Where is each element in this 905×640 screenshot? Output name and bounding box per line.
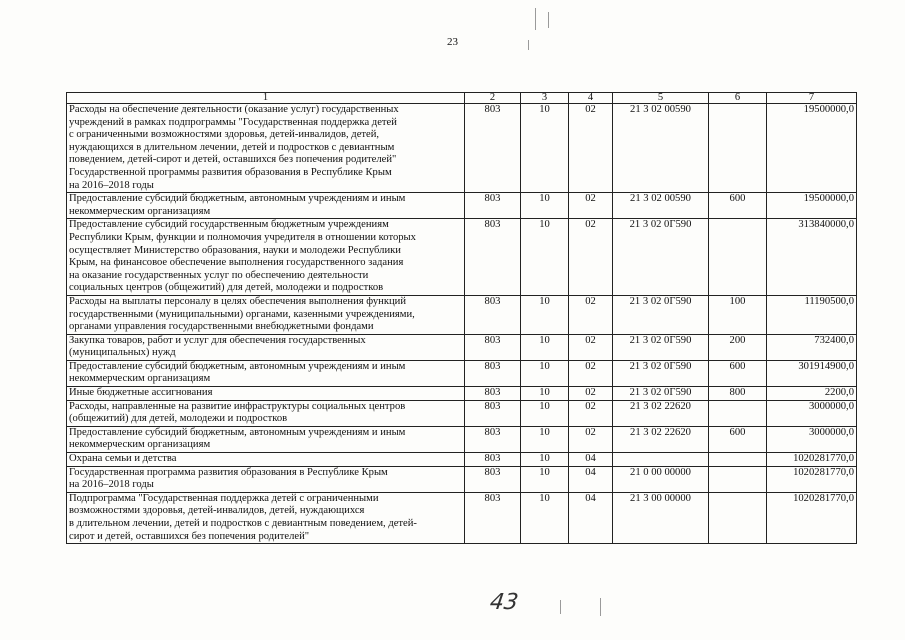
expense-name-cell: Иные бюджетные ассигнования — [67, 387, 465, 401]
amount-cell: 11190500,0 — [767, 295, 857, 334]
expense-name-cell: Закупка товаров, работ и услуг для обеспечения государственных (муниципальных) нужд — [67, 334, 465, 360]
expense-name-cell: Расходы на обеспечение деятельности (оказание услуг) государственных учреждений в рамках подпрограммы "Государственная поддержка детей с ограниченными возможностями здоровья, детей-инвалидов, детей, нуждающихся в длительном лечении, детей и подростков с девиантным поведением, детей-сирот и детей, оставшихся без попечения родителей" Государственной программы развития образования в Республике Крым на 2016–2018 годы — [67, 104, 465, 193]
column-header-5: 5 — [613, 93, 709, 104]
target-article-cell: 21 3 02 0Г590 — [613, 334, 709, 360]
target-article-cell: 21 3 02 22620 — [613, 400, 709, 426]
table-row — [67, 453, 857, 467]
page-number: 23 — [447, 36, 458, 48]
expense-type-cell — [709, 466, 767, 492]
subsection-cell: 02 — [569, 387, 613, 401]
amount-cell: 2200,0 — [767, 387, 857, 401]
expense-type-cell: 800 — [709, 387, 767, 401]
subsection-cell: 02 — [569, 193, 613, 219]
handwritten-page-number: 43 — [488, 590, 520, 615]
column-header-2: 2 — [465, 93, 521, 104]
column-header-3: 3 — [521, 93, 569, 104]
ministry-code-cell: 803 — [465, 360, 521, 386]
scan-artifact — [560, 600, 561, 614]
scan-artifact — [528, 40, 529, 50]
scan-artifact — [548, 12, 549, 28]
table-row — [67, 295, 857, 334]
column-header-1: 1 — [67, 93, 465, 104]
target-article-cell — [613, 453, 709, 467]
ministry-code-cell: 803 — [465, 492, 521, 543]
target-article-cell: 21 0 00 00000 — [613, 466, 709, 492]
subsection-cell: 02 — [569, 426, 613, 452]
section-cell: 10 — [521, 104, 569, 193]
section-cell: 10 — [521, 492, 569, 543]
section-cell: 10 — [521, 295, 569, 334]
subsection-cell: 02 — [569, 295, 613, 334]
amount-cell: 1020281770,0 — [767, 466, 857, 492]
amount-cell: 3000000,0 — [767, 400, 857, 426]
ministry-code-cell: 803 — [465, 453, 521, 467]
expense-name-cell: Предоставление субсидий бюджетным, автономным учреждениям и иным некоммерческим организациям — [67, 426, 465, 452]
subsection-cell: 04 — [569, 453, 613, 467]
expense-name-cell: Предоставление субсидий государственным бюджетным учреждениям Республики Крым, функции и полномочия учредителя в отношении которых осуществляет Министерство образования, науки и молодежи Республики Крым, на финансовое обеспечение выполнения государственного задания на оказание государственных услуг по обеспечению деятельности социальных центров (общежитий) для детей, молодежи и подростков — [67, 219, 465, 296]
subsection-cell: 02 — [569, 104, 613, 193]
ministry-code-cell: 803 — [465, 426, 521, 452]
table-row — [67, 400, 857, 426]
amount-cell: 301914900,0 — [767, 360, 857, 386]
target-article-cell: 21 3 02 00590 — [613, 104, 709, 193]
ministry-code-cell: 803 — [465, 295, 521, 334]
amount-cell: 1020281770,0 — [767, 492, 857, 543]
expense-type-cell — [709, 453, 767, 467]
budget-table — [66, 92, 857, 544]
scan-artifact — [600, 598, 601, 616]
expense-type-cell: 600 — [709, 360, 767, 386]
table-row — [67, 466, 857, 492]
section-cell: 10 — [521, 400, 569, 426]
expense-name-cell: Предоставление субсидий бюджетным, автономным учреждениям и иным некоммерческим организациям — [67, 193, 465, 219]
target-article-cell: 21 3 02 0Г590 — [613, 295, 709, 334]
target-article-cell: 21 3 02 22620 — [613, 426, 709, 452]
subsection-cell: 04 — [569, 466, 613, 492]
target-article-cell: 21 3 02 0Г590 — [613, 387, 709, 401]
subsection-cell: 02 — [569, 360, 613, 386]
amount-cell: 3000000,0 — [767, 426, 857, 452]
expense-type-cell — [709, 219, 767, 296]
section-cell: 10 — [521, 453, 569, 467]
expense-type-cell — [709, 104, 767, 193]
expense-type-cell: 600 — [709, 426, 767, 452]
section-cell: 10 — [521, 219, 569, 296]
table-row — [67, 334, 857, 360]
header-row — [67, 93, 857, 104]
subsection-cell: 02 — [569, 219, 613, 296]
expense-type-cell — [709, 400, 767, 426]
expense-type-cell: 100 — [709, 295, 767, 334]
target-article-cell: 21 3 02 00590 — [613, 193, 709, 219]
section-cell: 10 — [521, 466, 569, 492]
section-cell: 10 — [521, 334, 569, 360]
section-cell: 10 — [521, 426, 569, 452]
section-cell: 10 — [521, 193, 569, 219]
amount-cell: 19500000,0 — [767, 104, 857, 193]
section-cell: 10 — [521, 360, 569, 386]
ministry-code-cell: 803 — [465, 219, 521, 296]
table-row — [67, 426, 857, 452]
column-header-4: 4 — [569, 93, 613, 104]
ministry-code-cell: 803 — [465, 193, 521, 219]
ministry-code-cell: 803 — [465, 466, 521, 492]
subsection-cell: 04 — [569, 492, 613, 543]
subsection-cell: 02 — [569, 334, 613, 360]
subsection-cell: 02 — [569, 400, 613, 426]
table-row — [67, 193, 857, 219]
expense-name-cell: Подпрограмма "Государственная поддержка детей с ограниченными возможностями здоровья, детей-инвалидов, детей, нуждающихся в длительном лечении, детей и подростков с девиантным поведением, детей- сирот и детей, оставшихся без попечения родителей" — [67, 492, 465, 543]
amount-cell: 1020281770,0 — [767, 453, 857, 467]
target-article-cell: 21 3 00 00000 — [613, 492, 709, 543]
expense-type-cell: 600 — [709, 193, 767, 219]
table-row — [67, 219, 857, 296]
ministry-code-cell: 803 — [465, 104, 521, 193]
expense-type-cell: 200 — [709, 334, 767, 360]
amount-cell: 732400,0 — [767, 334, 857, 360]
ministry-code-cell: 803 — [465, 400, 521, 426]
target-article-cell: 21 3 02 0Г590 — [613, 360, 709, 386]
expense-name-cell: Государственная программа развития образования в Республике Крым на 2016–2018 годы — [67, 466, 465, 492]
table-row — [67, 492, 857, 543]
expense-name-cell: Расходы, направленные на развитие инфраструктуры социальных центров (общежитий) для детей, молодежи и подростков — [67, 400, 465, 426]
table-row — [67, 360, 857, 386]
expense-type-cell — [709, 492, 767, 543]
table-row — [67, 104, 857, 193]
expense-name-cell: Предоставление субсидий бюджетным, автономным учреждениям и иным некоммерческим организациям — [67, 360, 465, 386]
scan-artifact — [535, 8, 536, 30]
ministry-code-cell: 803 — [465, 334, 521, 360]
expense-name-cell: Расходы на выплаты персоналу в целях обеспечения выполнения функций государственными (муниципальными) органами, казенными учреждениями, органами управления государственными внебюджетными фондами — [67, 295, 465, 334]
column-header-6: 6 — [709, 93, 767, 104]
column-header-7: 7 — [767, 93, 857, 104]
ministry-code-cell: 803 — [465, 387, 521, 401]
table-row — [67, 387, 857, 401]
amount-cell: 313840000,0 — [767, 219, 857, 296]
expense-name-cell: Охрана семьи и детства — [67, 453, 465, 467]
amount-cell: 19500000,0 — [767, 193, 857, 219]
target-article-cell: 21 3 02 0Г590 — [613, 219, 709, 296]
section-cell: 10 — [521, 387, 569, 401]
table-body — [67, 104, 857, 544]
